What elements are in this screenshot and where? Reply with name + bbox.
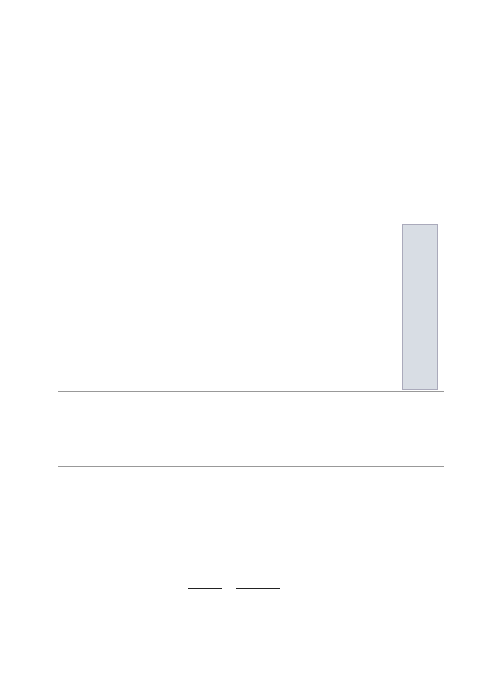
output-listing	[58, 391, 444, 467]
color-legend	[402, 224, 438, 390]
fraction-line	[188, 588, 222, 589]
reaction-formula	[148, 569, 408, 609]
fraction-line	[236, 588, 280, 589]
beam-diagram	[60, 272, 390, 306]
